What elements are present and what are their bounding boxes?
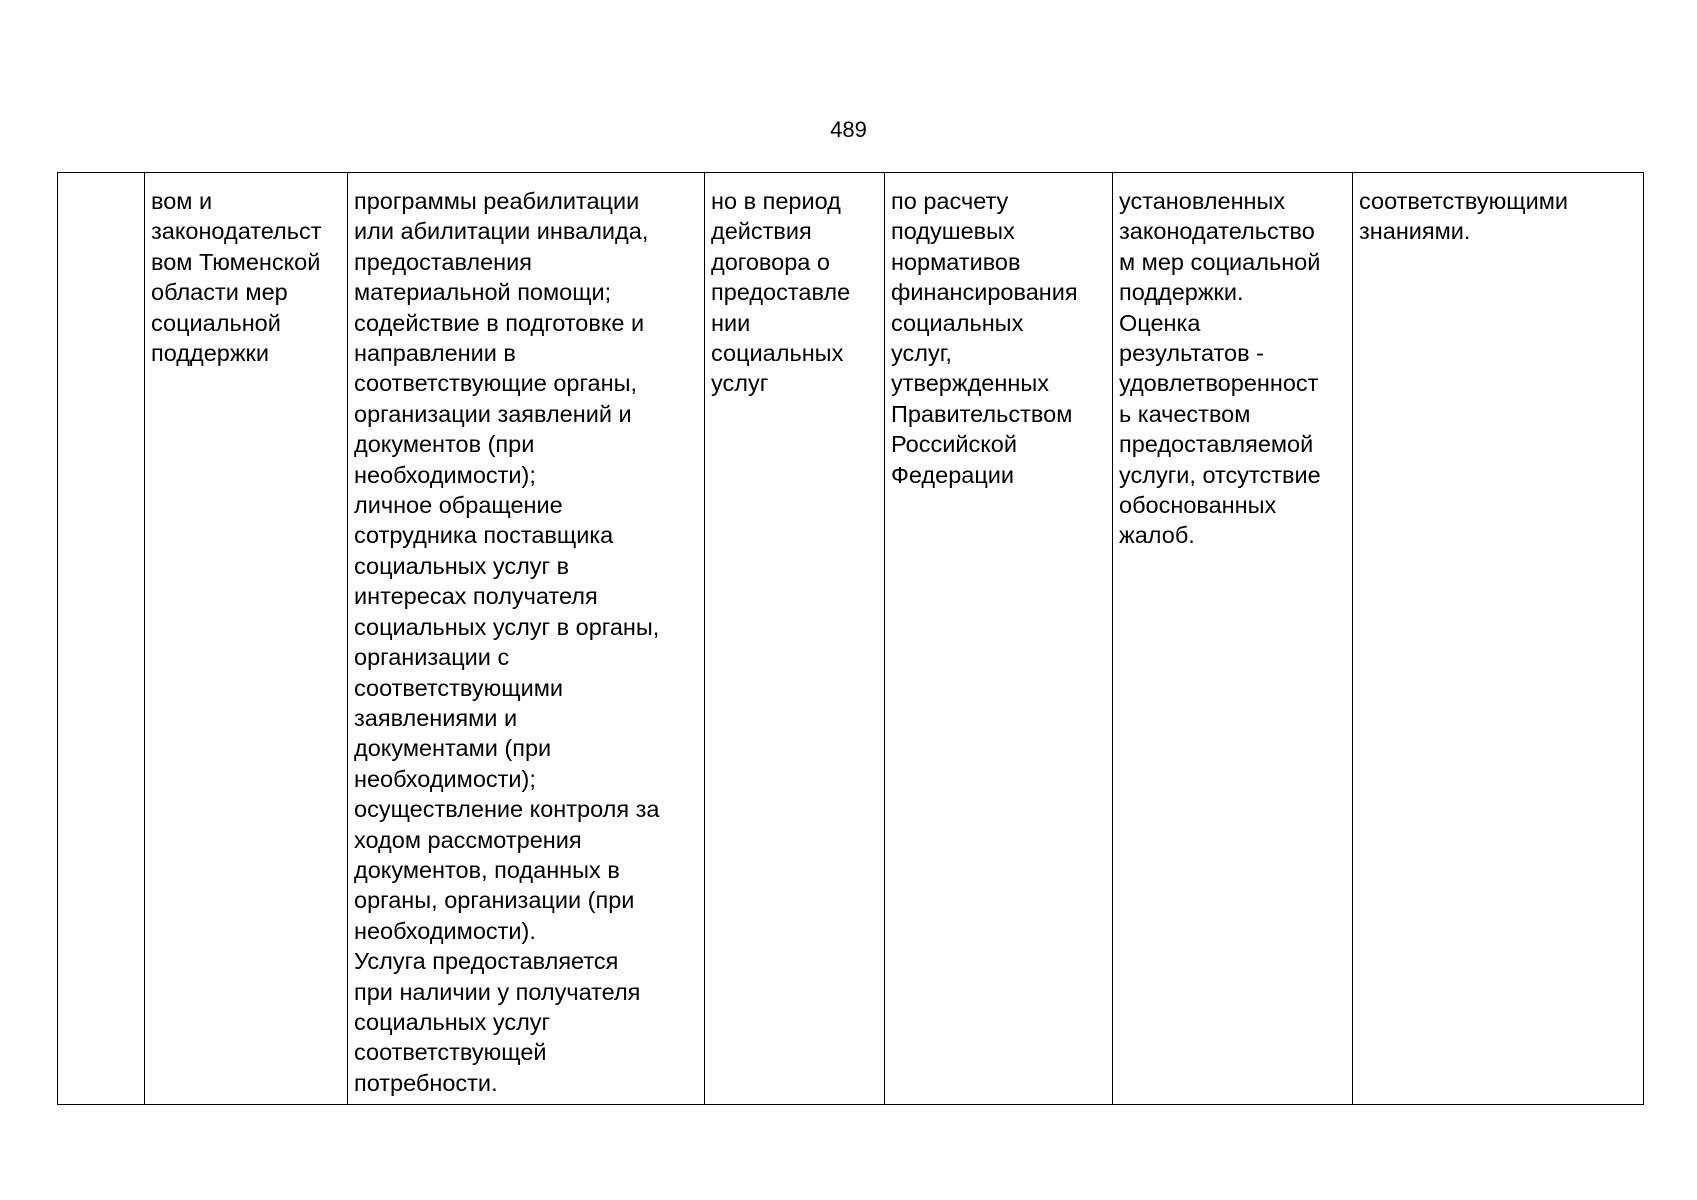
table-row bbox=[58, 173, 1644, 1105]
cell-quality-indicators: установленных законодательство м мер социальной поддержки. Оценка результатов - удовлетворенност ь качеством предоставляемой услуги, отсутствие обоснованных жалоб. bbox=[1113, 173, 1353, 1105]
cell-conditions: соответствующими знаниями. bbox=[1353, 173, 1644, 1105]
page-number: 489 bbox=[830, 117, 867, 142]
cell-legal-basis: вом и законодательст вом Тюменской области мер социальной поддержки bbox=[145, 173, 348, 1105]
cell-number bbox=[58, 173, 145, 1105]
cell-financing: по расчету подушевых нормативов финансирования социальных услуг, утвержденных Правительством Российской Федерации bbox=[885, 173, 1113, 1105]
cell-service-period: но в период действия договора о предоставле нии социальных услуг bbox=[705, 173, 885, 1105]
service-table bbox=[57, 172, 1644, 1105]
cell-service-description: программы реабилитации или абилитации инвалида, предоставления материальной помощи; содействие в подготовке и направлении в соответствующие органы, организации заявлений и документов (при необходимости); личное обращение сотрудника поставщика социальных услуг в интересах получателя социальных услуг в органы, организации с соответствующими заявлениями и документами (при необходимости); осуществление контроля за ходом рассмотрения документов, поданных в органы, организации (при необходимости). Услуга предоставляется при наличии у получателя социальных услуг соответствующей потребности. bbox=[348, 173, 705, 1105]
